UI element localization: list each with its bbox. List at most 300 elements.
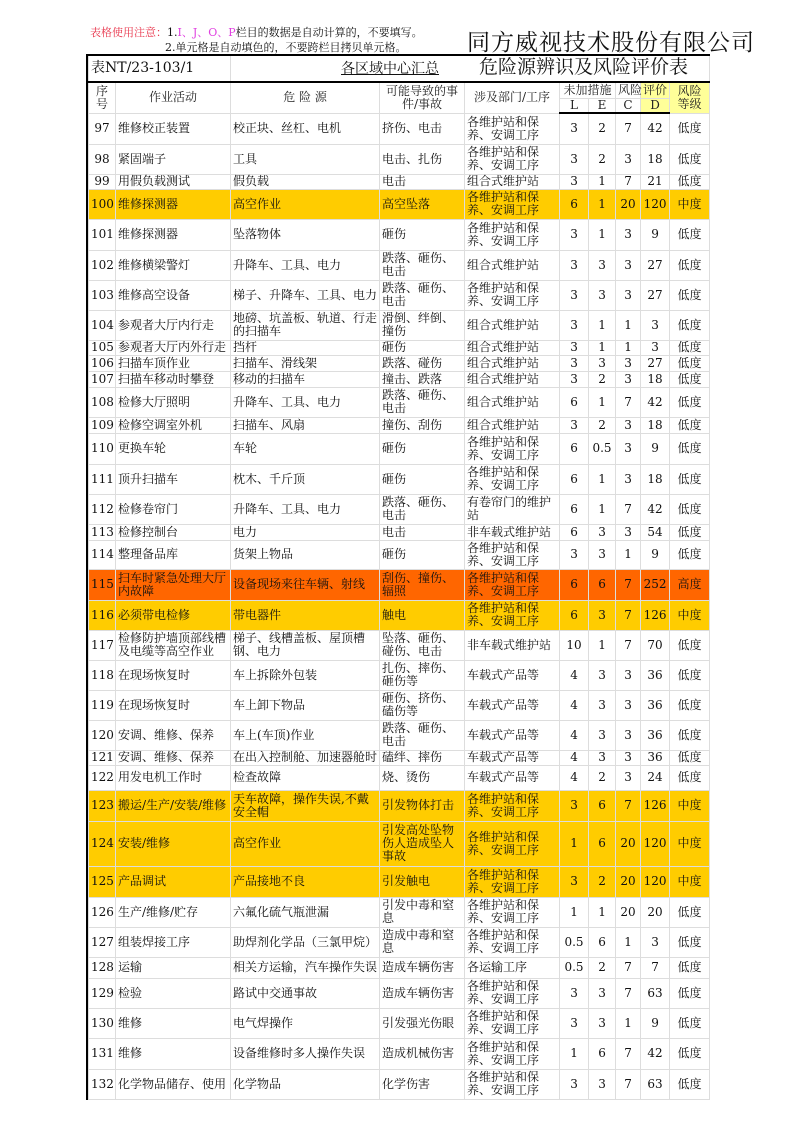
activity-cell[interactable]: 参观者大厅内外行走 (116, 340, 231, 355)
d-cell[interactable]: 9 (641, 433, 670, 464)
seq-cell[interactable]: 129 (89, 978, 116, 1008)
seq-cell[interactable]: 125 (89, 866, 116, 897)
event-cell[interactable]: 造成中毒和窒息 (380, 927, 465, 957)
l-cell[interactable]: 3 (560, 113, 589, 144)
l-cell[interactable]: 1 (560, 821, 589, 866)
hazard-cell[interactable]: 升降车、工具、电力 (231, 387, 380, 417)
c-cell[interactable]: 7 (616, 174, 641, 189)
dept-cell[interactable]: 车载式产品等 (465, 690, 560, 720)
c-cell[interactable]: 1 (616, 310, 641, 340)
e-cell[interactable]: 2 (589, 113, 616, 144)
c-cell[interactable]: 20 (616, 821, 641, 866)
event-cell[interactable]: 电击、扎伤 (380, 144, 465, 174)
event-cell[interactable]: 引发中毒和窒息 (380, 897, 465, 927)
e-cell[interactable]: 6 (589, 927, 616, 957)
c-cell[interactable]: 7 (616, 1038, 641, 1069)
event-cell[interactable]: 跌落、砸伤、电击 (380, 280, 465, 310)
event-cell[interactable]: 化学伤害 (380, 1069, 465, 1099)
d-cell[interactable]: 36 (641, 750, 670, 765)
e-cell[interactable]: 0.5 (589, 433, 616, 464)
activity-cell[interactable]: 检验 (116, 978, 231, 1008)
event-cell[interactable]: 撞伤、刮伤 (380, 417, 465, 433)
activity-cell[interactable]: 更换车轮 (116, 433, 231, 464)
e-cell[interactable]: 3 (589, 540, 616, 569)
level-cell[interactable]: 低度 (670, 464, 710, 494)
d-cell[interactable]: 42 (641, 113, 670, 144)
event-cell[interactable]: 跌落、砸伤、电击 (380, 387, 465, 417)
level-cell[interactable]: 低度 (670, 524, 710, 540)
d-cell[interactable]: 54 (641, 524, 670, 540)
l-cell[interactable]: 3 (560, 978, 589, 1008)
e-cell[interactable]: 1 (589, 189, 616, 219)
hazard-cell[interactable]: 电力 (231, 524, 380, 540)
activity-cell[interactable]: 扫描车移动时攀登 (116, 371, 231, 387)
l-cell[interactable]: 3 (560, 790, 589, 821)
activity-cell[interactable]: 用假负载测试 (116, 174, 231, 189)
event-cell[interactable]: 砸伤 (380, 540, 465, 569)
activity-cell[interactable]: 运输 (116, 957, 231, 978)
level-cell[interactable]: 低度 (670, 978, 710, 1008)
seq-cell[interactable]: 109 (89, 417, 116, 433)
level-cell[interactable]: 高度 (670, 569, 710, 600)
hazard-cell[interactable]: 化学物品 (231, 1069, 380, 1099)
hazard-cell[interactable]: 六氟化硫气瓶泄漏 (231, 897, 380, 927)
d-cell[interactable]: 252 (641, 569, 670, 600)
activity-cell[interactable]: 化学物品储存、使用 (116, 1069, 231, 1099)
c-cell[interactable]: 20 (616, 866, 641, 897)
dept-cell[interactable]: 各运输工序 (465, 957, 560, 978)
seq-cell[interactable]: 104 (89, 310, 116, 340)
e-cell[interactable]: 1 (589, 219, 616, 250)
d-cell[interactable]: 9 (641, 219, 670, 250)
event-cell[interactable]: 坠落、砸伤、碰伤、电击 (380, 630, 465, 660)
l-cell[interactable]: 3 (560, 417, 589, 433)
c-cell[interactable]: 3 (616, 250, 641, 280)
event-cell[interactable]: 跌落、砸伤、电击 (380, 720, 465, 750)
activity-cell[interactable]: 必须带电检修 (116, 600, 231, 630)
dept-cell[interactable]: 组合式维护站 (465, 174, 560, 189)
dept-cell[interactable]: 各维护站和保养、安调工序 (465, 219, 560, 250)
activity-cell[interactable]: 维修探测器 (116, 219, 231, 250)
d-cell[interactable]: 3 (641, 310, 670, 340)
level-cell[interactable]: 低度 (670, 250, 710, 280)
dept-cell[interactable]: 各维护站和保养、安调工序 (465, 280, 560, 310)
hazard-cell[interactable]: 车上拆除外包装 (231, 660, 380, 690)
seq-cell[interactable]: 119 (89, 690, 116, 720)
activity-cell[interactable]: 组装焊接工序 (116, 927, 231, 957)
dept-cell[interactable]: 各维护站和保养、安调工序 (465, 821, 560, 866)
dept-cell[interactable]: 组合式维护站 (465, 310, 560, 340)
l-cell[interactable]: 3 (560, 355, 589, 371)
l-cell[interactable]: 3 (560, 1008, 589, 1038)
activity-cell[interactable]: 安调、维修、保养 (116, 720, 231, 750)
hazard-cell[interactable]: 移动的扫描车 (231, 371, 380, 387)
activity-cell[interactable]: 维修横梁警灯 (116, 250, 231, 280)
c-cell[interactable]: 3 (616, 690, 641, 720)
l-cell[interactable]: 3 (560, 866, 589, 897)
level-cell[interactable]: 低度 (670, 540, 710, 569)
seq-cell[interactable]: 117 (89, 630, 116, 660)
c-cell[interactable]: 7 (616, 957, 641, 978)
seq-cell[interactable]: 116 (89, 600, 116, 630)
level-cell[interactable]: 低度 (670, 720, 710, 750)
seq-cell[interactable]: 98 (89, 144, 116, 174)
level-cell[interactable]: 低度 (670, 310, 710, 340)
d-cell[interactable]: 36 (641, 720, 670, 750)
d-cell[interactable]: 120 (641, 821, 670, 866)
dept-cell[interactable]: 车载式产品等 (465, 720, 560, 750)
hazard-cell[interactable]: 升降车、工具、电力 (231, 494, 380, 524)
seq-cell[interactable]: 126 (89, 897, 116, 927)
activity-cell[interactable]: 生产/维修/贮存 (116, 897, 231, 927)
dept-cell[interactable]: 各维护站和保养、安调工序 (465, 464, 560, 494)
level-cell[interactable]: 低度 (670, 494, 710, 524)
hazard-cell[interactable]: 在出入控制舱、加速器舱时 (231, 750, 380, 765)
dept-cell[interactable]: 各维护站和保养、安调工序 (465, 1038, 560, 1069)
d-cell[interactable]: 9 (641, 1008, 670, 1038)
c-cell[interactable]: 7 (616, 1069, 641, 1099)
e-cell[interactable]: 1 (589, 494, 616, 524)
activity-cell[interactable]: 检修控制台 (116, 524, 231, 540)
e-cell[interactable]: 1 (589, 174, 616, 189)
dept-cell[interactable]: 组合式维护站 (465, 355, 560, 371)
c-cell[interactable]: 7 (616, 600, 641, 630)
activity-cell[interactable]: 检修空调室外机 (116, 417, 231, 433)
seq-cell[interactable]: 101 (89, 219, 116, 250)
l-cell[interactable]: 3 (560, 1069, 589, 1099)
d-cell[interactable]: 7 (641, 957, 670, 978)
dept-cell[interactable]: 各维护站和保养、安调工序 (465, 790, 560, 821)
l-cell[interactable]: 10 (560, 630, 589, 660)
d-cell[interactable]: 42 (641, 1038, 670, 1069)
event-cell[interactable]: 引发强光伤眼 (380, 1008, 465, 1038)
dept-cell[interactable]: 非车载式维护站 (465, 630, 560, 660)
seq-cell[interactable]: 113 (89, 524, 116, 540)
e-cell[interactable]: 2 (589, 957, 616, 978)
level-cell[interactable]: 中度 (670, 821, 710, 866)
activity-cell[interactable]: 维修 (116, 1008, 231, 1038)
hazard-cell[interactable]: 梯子、线槽盖板、屋顶槽钢、电力 (231, 630, 380, 660)
c-cell[interactable]: 3 (616, 280, 641, 310)
e-cell[interactable]: 3 (589, 690, 616, 720)
event-cell[interactable]: 砸伤 (380, 340, 465, 355)
activity-cell[interactable]: 检修防护墙顶部线槽及电缆等高空作业 (116, 630, 231, 660)
hazard-cell[interactable]: 路试中交通事故 (231, 978, 380, 1008)
c-cell[interactable]: 3 (616, 765, 641, 790)
seq-cell[interactable]: 122 (89, 765, 116, 790)
dept-cell[interactable]: 各维护站和保养、安调工序 (465, 189, 560, 219)
activity-cell[interactable]: 参观者大厅内行走 (116, 310, 231, 340)
seq-cell[interactable]: 131 (89, 1038, 116, 1069)
e-cell[interactable]: 1 (589, 310, 616, 340)
d-cell[interactable]: 21 (641, 174, 670, 189)
level-cell[interactable]: 低度 (670, 417, 710, 433)
dept-cell[interactable]: 有卷帘门的维护站 (465, 494, 560, 524)
event-cell[interactable]: 跌落、砸伤、电击 (380, 250, 465, 280)
activity-cell[interactable]: 紧固端子 (116, 144, 231, 174)
level-cell[interactable]: 低度 (670, 371, 710, 387)
l-cell[interactable]: 6 (560, 569, 589, 600)
level-cell[interactable]: 低度 (670, 660, 710, 690)
dept-cell[interactable]: 组合式维护站 (465, 250, 560, 280)
l-cell[interactable]: 3 (560, 340, 589, 355)
hazard-cell[interactable]: 假负载 (231, 174, 380, 189)
event-cell[interactable]: 跌落、砸伤、电击 (380, 494, 465, 524)
seq-cell[interactable]: 100 (89, 189, 116, 219)
activity-cell[interactable]: 检修卷帘门 (116, 494, 231, 524)
level-cell[interactable]: 低度 (670, 387, 710, 417)
d-cell[interactable]: 120 (641, 866, 670, 897)
event-cell[interactable]: 造成机械伤害 (380, 1038, 465, 1069)
l-cell[interactable]: 6 (560, 387, 589, 417)
d-cell[interactable]: 27 (641, 250, 670, 280)
c-cell[interactable]: 1 (616, 540, 641, 569)
e-cell[interactable]: 6 (589, 569, 616, 600)
l-cell[interactable]: 3 (560, 540, 589, 569)
activity-cell[interactable]: 维修高空设备 (116, 280, 231, 310)
event-cell[interactable]: 烧、烫伤 (380, 765, 465, 790)
event-cell[interactable]: 撞击、跌落 (380, 371, 465, 387)
d-cell[interactable]: 18 (641, 417, 670, 433)
seq-cell[interactable]: 107 (89, 371, 116, 387)
dept-cell[interactable]: 车载式产品等 (465, 660, 560, 690)
e-cell[interactable]: 6 (589, 1038, 616, 1069)
d-cell[interactable]: 42 (641, 494, 670, 524)
seq-cell[interactable]: 124 (89, 821, 116, 866)
seq-cell[interactable]: 111 (89, 464, 116, 494)
d-cell[interactable]: 27 (641, 280, 670, 310)
c-cell[interactable]: 3 (616, 219, 641, 250)
level-cell[interactable]: 中度 (670, 189, 710, 219)
level-cell[interactable]: 低度 (670, 1069, 710, 1099)
seq-cell[interactable]: 123 (89, 790, 116, 821)
l-cell[interactable]: 3 (560, 280, 589, 310)
c-cell[interactable]: 3 (616, 144, 641, 174)
seq-cell[interactable]: 128 (89, 957, 116, 978)
e-cell[interactable]: 1 (589, 464, 616, 494)
activity-cell[interactable]: 检修大厅照明 (116, 387, 231, 417)
dept-cell[interactable]: 各维护站和保养、安调工序 (465, 866, 560, 897)
level-cell[interactable]: 中度 (670, 600, 710, 630)
seq-cell[interactable]: 115 (89, 569, 116, 600)
d-cell[interactable]: 70 (641, 630, 670, 660)
c-cell[interactable]: 3 (616, 720, 641, 750)
c-cell[interactable]: 7 (616, 790, 641, 821)
hazard-cell[interactable]: 枕木、千斤顶 (231, 464, 380, 494)
l-cell[interactable]: 0.5 (560, 957, 589, 978)
event-cell[interactable]: 砸伤 (380, 433, 465, 464)
dept-cell[interactable]: 组合式维护站 (465, 371, 560, 387)
c-cell[interactable]: 3 (616, 660, 641, 690)
l-cell[interactable]: 4 (560, 765, 589, 790)
hazard-cell[interactable]: 地磅、坑盖板、轨道、行走的扫描车 (231, 310, 380, 340)
c-cell[interactable]: 20 (616, 897, 641, 927)
event-cell[interactable]: 引发物体打击 (380, 790, 465, 821)
d-cell[interactable]: 24 (641, 765, 670, 790)
c-cell[interactable]: 3 (616, 417, 641, 433)
hazard-cell[interactable]: 设备维修时多人操作失误 (231, 1038, 380, 1069)
dept-cell[interactable]: 组合式维护站 (465, 387, 560, 417)
hazard-cell[interactable]: 车上卸下物品 (231, 690, 380, 720)
e-cell[interactable]: 6 (589, 821, 616, 866)
level-cell[interactable]: 中度 (670, 866, 710, 897)
c-cell[interactable]: 7 (616, 978, 641, 1008)
level-cell[interactable]: 低度 (670, 690, 710, 720)
seq-cell[interactable]: 103 (89, 280, 116, 310)
e-cell[interactable]: 2 (589, 866, 616, 897)
d-cell[interactable]: 42 (641, 387, 670, 417)
activity-cell[interactable]: 维修 (116, 1038, 231, 1069)
seq-cell[interactable]: 99 (89, 174, 116, 189)
level-cell[interactable]: 低度 (670, 630, 710, 660)
seq-cell[interactable]: 120 (89, 720, 116, 750)
c-cell[interactable]: 3 (616, 355, 641, 371)
level-cell[interactable]: 低度 (670, 174, 710, 189)
level-cell[interactable]: 中度 (670, 790, 710, 821)
hazard-cell[interactable]: 车上(车顶)作业 (231, 720, 380, 750)
dept-cell[interactable]: 各维护站和保养、安调工序 (465, 978, 560, 1008)
d-cell[interactable]: 20 (641, 897, 670, 927)
hazard-cell[interactable]: 电气焊操作 (231, 1008, 380, 1038)
l-cell[interactable]: 1 (560, 897, 589, 927)
event-cell[interactable]: 砸伤 (380, 219, 465, 250)
l-cell[interactable]: 6 (560, 494, 589, 524)
c-cell[interactable]: 20 (616, 189, 641, 219)
d-cell[interactable]: 63 (641, 1069, 670, 1099)
c-cell[interactable]: 3 (616, 750, 641, 765)
hazard-cell[interactable]: 相关方运输，汽车操作失误 (231, 957, 380, 978)
c-cell[interactable]: 7 (616, 113, 641, 144)
l-cell[interactable]: 6 (560, 524, 589, 540)
seq-cell[interactable]: 132 (89, 1069, 116, 1099)
event-cell[interactable]: 跌落、碰伤 (380, 355, 465, 371)
event-cell[interactable]: 挤伤、电击 (380, 113, 465, 144)
hazard-cell[interactable]: 设备现场来往车辆、射线 (231, 569, 380, 600)
l-cell[interactable]: 3 (560, 174, 589, 189)
level-cell[interactable]: 低度 (670, 750, 710, 765)
activity-cell[interactable]: 安装/维修 (116, 821, 231, 866)
hazard-cell[interactable]: 校正块、丝杠、电机 (231, 113, 380, 144)
d-cell[interactable]: 18 (641, 144, 670, 174)
e-cell[interactable]: 2 (589, 417, 616, 433)
seq-cell[interactable]: 110 (89, 433, 116, 464)
hazard-cell[interactable]: 扫描车、风扇 (231, 417, 380, 433)
l-cell[interactable]: 4 (560, 750, 589, 765)
dept-cell[interactable]: 各维护站和保养、安调工序 (465, 927, 560, 957)
d-cell[interactable]: 9 (641, 540, 670, 569)
event-cell[interactable]: 刮伤、撞伤、辐照 (380, 569, 465, 600)
d-cell[interactable]: 18 (641, 371, 670, 387)
activity-cell[interactable]: 扫描车顶作业 (116, 355, 231, 371)
dept-cell[interactable]: 车载式产品等 (465, 765, 560, 790)
level-cell[interactable]: 低度 (670, 433, 710, 464)
event-cell[interactable]: 造成车辆伤害 (380, 957, 465, 978)
seq-cell[interactable]: 108 (89, 387, 116, 417)
d-cell[interactable]: 126 (641, 600, 670, 630)
dept-cell[interactable]: 各维护站和保养、安调工序 (465, 569, 560, 600)
hazard-cell[interactable]: 检查故障 (231, 765, 380, 790)
seq-cell[interactable]: 121 (89, 750, 116, 765)
l-cell[interactable]: 4 (560, 720, 589, 750)
event-cell[interactable]: 引发高处坠物伤人造成坠人事故 (380, 821, 465, 866)
activity-cell[interactable]: 在现场恢复时 (116, 690, 231, 720)
c-cell[interactable]: 7 (616, 569, 641, 600)
hazard-cell[interactable]: 高空作业 (231, 821, 380, 866)
event-cell[interactable]: 电击 (380, 524, 465, 540)
l-cell[interactable]: 3 (560, 219, 589, 250)
seq-cell[interactable]: 127 (89, 927, 116, 957)
activity-cell[interactable]: 整理备品库 (116, 540, 231, 569)
level-cell[interactable]: 低度 (670, 355, 710, 371)
e-cell[interactable]: 2 (589, 765, 616, 790)
seq-cell[interactable]: 130 (89, 1008, 116, 1038)
activity-cell[interactable]: 维修探测器 (116, 189, 231, 219)
e-cell[interactable]: 3 (589, 1008, 616, 1038)
e-cell[interactable]: 3 (589, 600, 616, 630)
e-cell[interactable]: 3 (589, 720, 616, 750)
level-cell[interactable]: 低度 (670, 280, 710, 310)
c-cell[interactable]: 3 (616, 524, 641, 540)
hazard-cell[interactable]: 产品接地不良 (231, 866, 380, 897)
c-cell[interactable]: 1 (616, 340, 641, 355)
seq-cell[interactable]: 97 (89, 113, 116, 144)
activity-cell[interactable]: 安调、维修、保养 (116, 750, 231, 765)
dept-cell[interactable]: 各维护站和保养、安调工序 (465, 1069, 560, 1099)
activity-cell[interactable]: 在现场恢复时 (116, 660, 231, 690)
level-cell[interactable]: 低度 (670, 1008, 710, 1038)
c-cell[interactable]: 1 (616, 927, 641, 957)
e-cell[interactable]: 6 (589, 790, 616, 821)
dept-cell[interactable]: 各维护站和保养、安调工序 (465, 144, 560, 174)
level-cell[interactable]: 低度 (670, 113, 710, 144)
level-cell[interactable]: 低度 (670, 1038, 710, 1069)
hazard-cell[interactable]: 带电器件 (231, 600, 380, 630)
dept-cell[interactable]: 各维护站和保养、安调工序 (465, 897, 560, 927)
d-cell[interactable]: 36 (641, 690, 670, 720)
c-cell[interactable]: 3 (616, 464, 641, 494)
level-cell[interactable]: 低度 (670, 927, 710, 957)
hazard-cell[interactable]: 工具 (231, 144, 380, 174)
event-cell[interactable]: 触电 (380, 600, 465, 630)
seq-cell[interactable]: 102 (89, 250, 116, 280)
hazard-cell[interactable]: 梯子、升降车、工具、电力 (231, 280, 380, 310)
d-cell[interactable]: 3 (641, 340, 670, 355)
l-cell[interactable]: 3 (560, 371, 589, 387)
d-cell[interactable]: 36 (641, 660, 670, 690)
level-cell[interactable]: 低度 (670, 765, 710, 790)
event-cell[interactable]: 砸伤 (380, 464, 465, 494)
l-cell[interactable]: 6 (560, 433, 589, 464)
l-cell[interactable]: 4 (560, 690, 589, 720)
event-cell[interactable]: 高空坠落 (380, 189, 465, 219)
l-cell[interactable]: 0.5 (560, 927, 589, 957)
activity-cell[interactable]: 扫车时紧急处理大厅内故障 (116, 569, 231, 600)
e-cell[interactable]: 3 (589, 660, 616, 690)
hazard-cell[interactable]: 坠落物体 (231, 219, 380, 250)
d-cell[interactable]: 63 (641, 978, 670, 1008)
dept-cell[interactable]: 车载式产品等 (465, 750, 560, 765)
dept-cell[interactable]: 各维护站和保养、安调工序 (465, 600, 560, 630)
d-cell[interactable]: 18 (641, 464, 670, 494)
d-cell[interactable]: 3 (641, 927, 670, 957)
dept-cell[interactable]: 各维护站和保养、安调工序 (465, 1008, 560, 1038)
hazard-cell[interactable]: 天车故障，操作失误,不戴安全帽 (231, 790, 380, 821)
hazard-cell[interactable]: 货架上物品 (231, 540, 380, 569)
event-cell[interactable]: 砸伤、挤伤、磕伤等 (380, 690, 465, 720)
hazard-cell[interactable]: 扫描车、滑线架 (231, 355, 380, 371)
hazard-cell[interactable]: 升降车、工具、电力 (231, 250, 380, 280)
dept-cell[interactable]: 各维护站和保养、安调工序 (465, 113, 560, 144)
